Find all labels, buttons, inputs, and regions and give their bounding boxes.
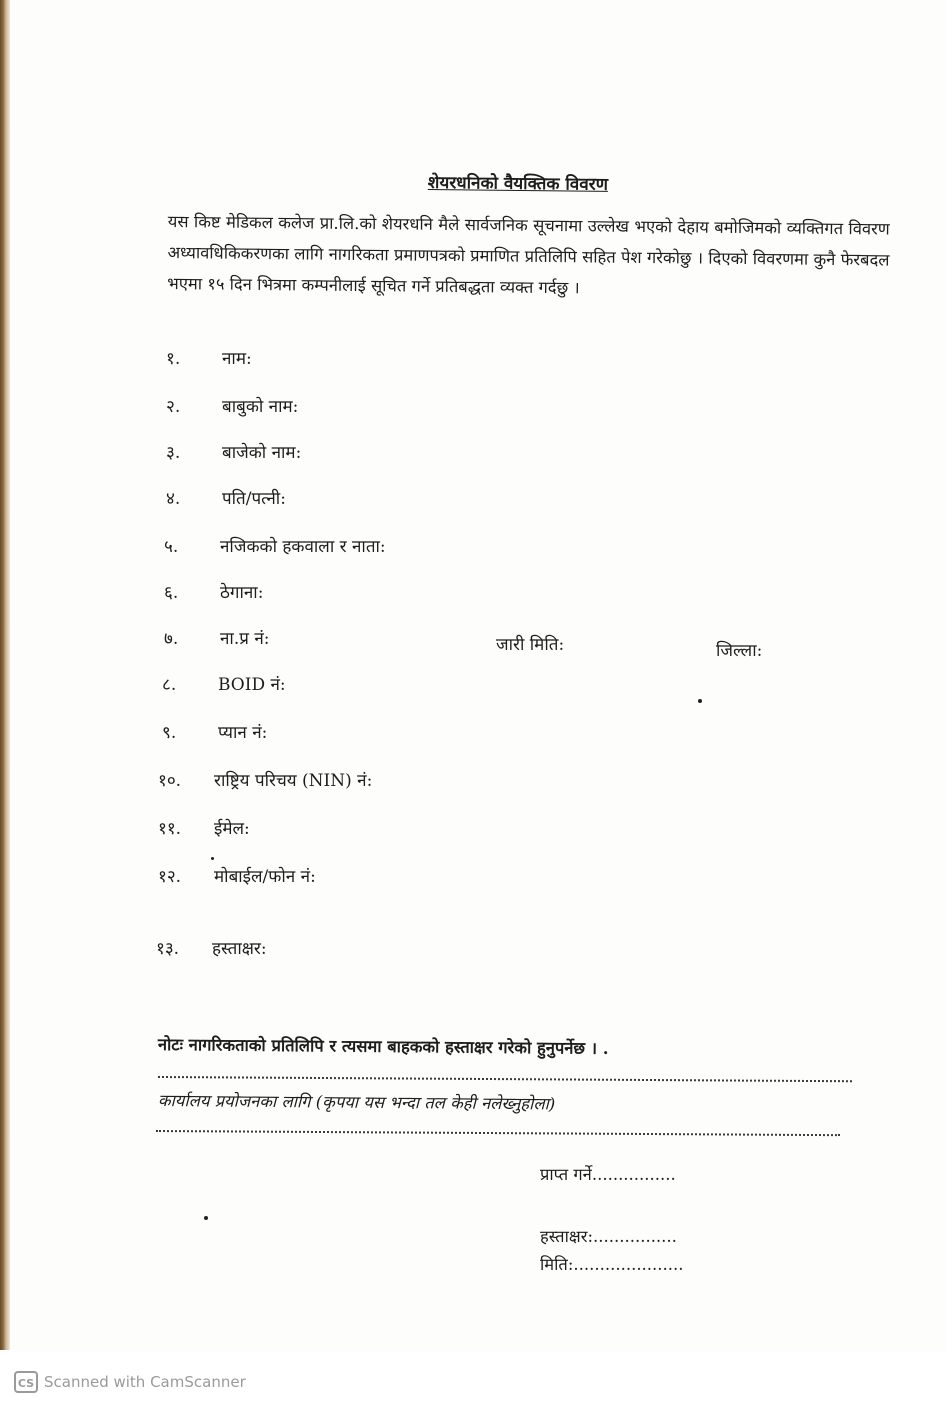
field-label: ईमेल:	[214, 819, 250, 839]
intro-paragraph: यस किष्ट मेडिकल कलेज प्रा.लि.को शेयरधनि मैले सार्वजनिक सूचनामा उल्लेख भएको देहाय बमोजिमको व्यक्तिगत विवरण अध्यावधिकिकरणका लागि नागरिकता प्रमाणपत्रको प्रमाणित प्रतिलिपि सहित पेश गरेकोछु । दिएको विवरणमा कुनै फेरबदल भएमा १५ दिन भित्रमा कम्पनीलाई सूचित गर्ने प्रतिबद्धता व्यक्त गर्दछु ।	[167, 211, 890, 298]
field-label: नाम:	[222, 349, 252, 369]
note-text: नोटः नागरिकताको प्रतिलिपि र त्यसमा बाहकको हस्ताक्षर गरेको हुनुपर्नेछ । .	[157, 1034, 609, 1058]
camscanner-text: Scanned with CamScanner	[44, 1373, 246, 1391]
camscanner-watermark	[14, 1371, 246, 1393]
ink-speck	[698, 699, 702, 703]
ink-speck	[211, 857, 214, 860]
field-label: पति/पत्नी:	[222, 489, 286, 509]
dotted-divider-top	[158, 1076, 852, 1082]
district-label: जिल्ला:	[716, 641, 763, 661]
field-label: ना.प्र नं:	[220, 629, 270, 649]
field-label: प्यान नं:	[218, 723, 268, 743]
field-number: ९.	[162, 723, 177, 743]
field-number: ३.	[166, 443, 181, 463]
field-label: BOID नं:	[218, 675, 286, 695]
field-label: बाबुको नाम:	[222, 397, 299, 417]
field-number: २.	[166, 397, 181, 417]
field-label: मोबाईल/फोन नं:	[214, 867, 316, 887]
document-title: शेयरधनिको वैयक्तिक विवरण	[427, 172, 609, 195]
issue-date-label: जारी मिति:	[496, 635, 565, 655]
field-label: ठेगाना:	[220, 583, 264, 603]
field-label: बाजेको नाम:	[222, 443, 302, 463]
field-number: १२.	[158, 867, 182, 887]
field-label: नजिकको हकवाला र नाता:	[220, 537, 386, 557]
receiver-line: प्राप्त गर्ने................	[540, 1165, 676, 1184]
signature-line: हस्ताक्षर:................	[540, 1227, 677, 1246]
date-line: मिति:.....................	[540, 1255, 684, 1274]
field-number: ४.	[166, 489, 181, 509]
dotted-divider-bottom	[156, 1130, 840, 1136]
field-number: ११.	[158, 819, 182, 839]
camscanner-logo-icon: CS	[14, 1371, 38, 1393]
field-label: राष्ट्रिय परिचय (NIN) नं:	[214, 771, 373, 791]
field-number: ७.	[164, 629, 179, 649]
field-number: ५.	[164, 537, 179, 557]
field-label: हस्ताक्षर:	[212, 939, 267, 959]
field-number: ६.	[164, 583, 179, 603]
field-number: १०.	[158, 771, 182, 791]
page-binding-edge	[0, 0, 10, 1350]
field-number: ८.	[162, 675, 177, 695]
ink-speck	[204, 1216, 208, 1220]
office-use-text: कार्यालय प्रयोजनका लागि (कृपया यस भन्दा तल केही नलेख्नुहोला)	[157, 1090, 556, 1114]
field-number: १.	[166, 349, 181, 369]
field-number: १३.	[156, 939, 180, 959]
